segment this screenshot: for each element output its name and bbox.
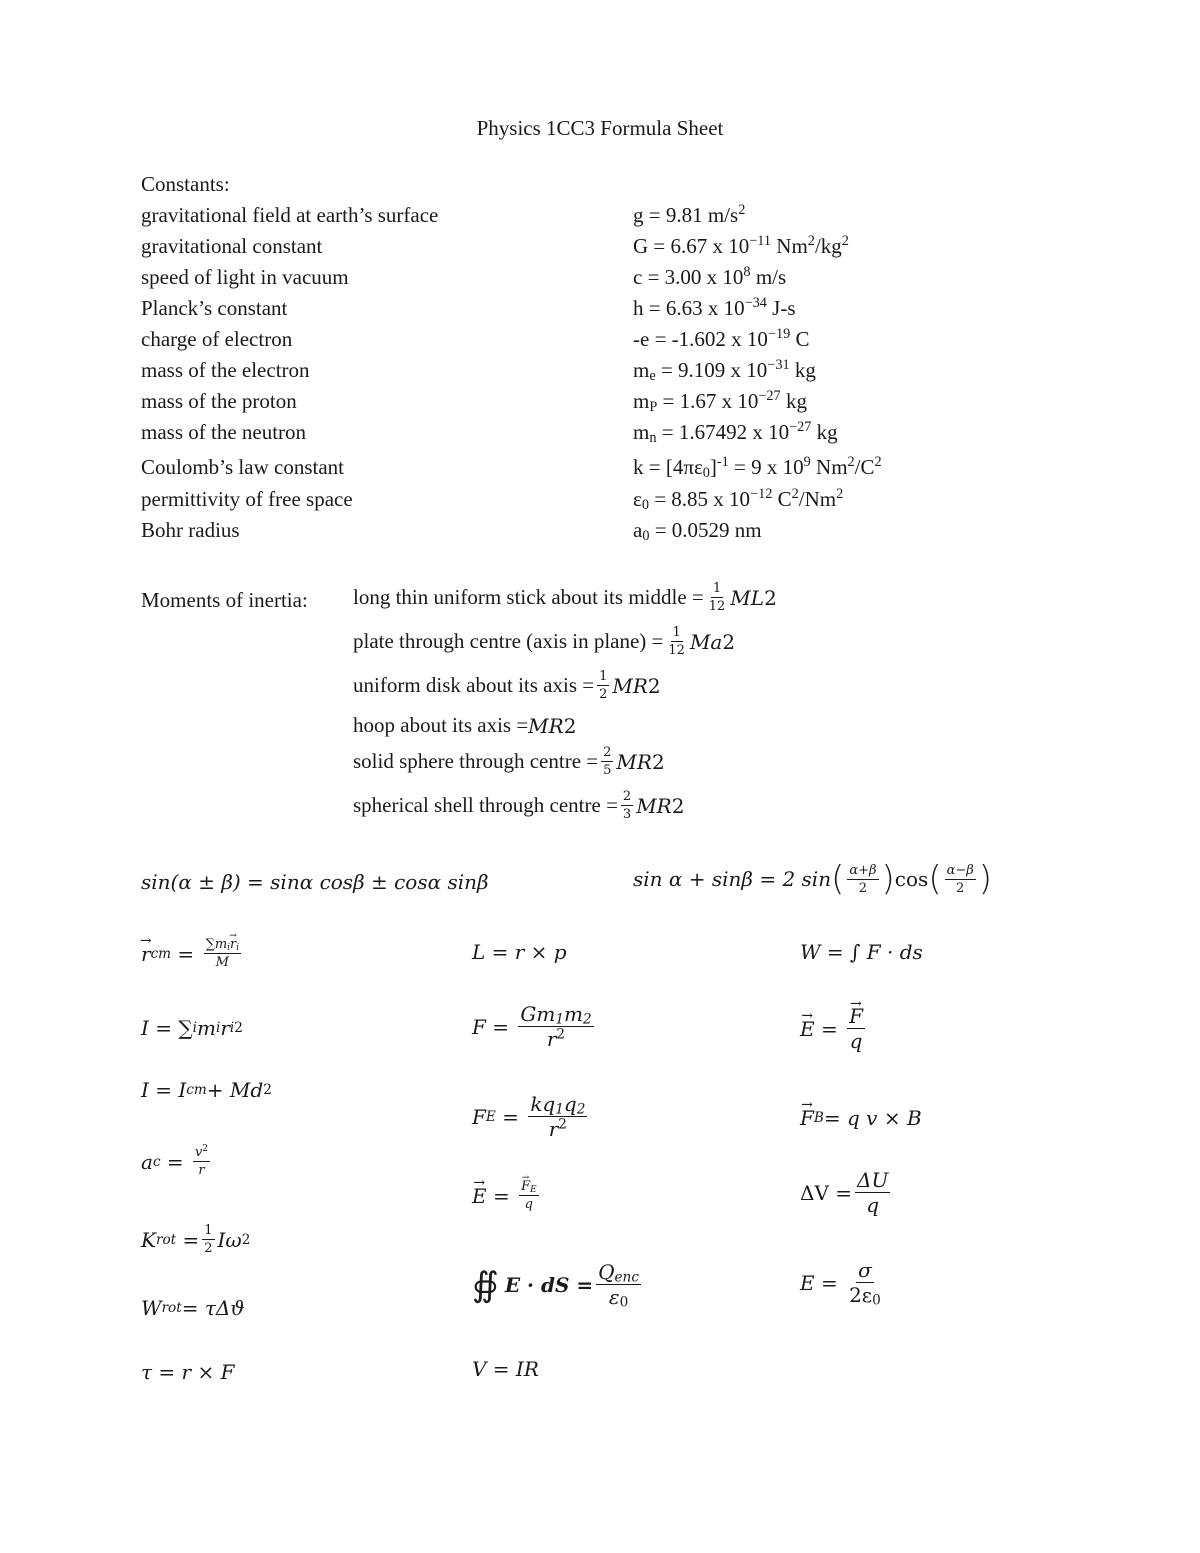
- const-value-a0: $a_0 = 0.0529$ nm: [633, 518, 762, 544]
- formula-gravitation: F = $\frac{Gm_1m_2}{r^2}$: [472, 1002, 592, 1051]
- const-value-g: g = 9.81 $m/s^2$: [633, 202, 746, 227]
- constant-label: Coulomb’s law constant: [141, 455, 344, 479]
- constant-label: speed of light in vacuum: [141, 265, 349, 289]
- constants-heading: Constants:: [141, 172, 230, 196]
- moment-row: uniform disk about its axis = $\frac{1}{2}$ MR 2: [353, 669, 661, 702]
- fraction: $\frac{1}{2}$: [599, 669, 608, 702]
- surface-integral-icon: ∯: [472, 1264, 499, 1305]
- constant-label: charge of electron: [141, 327, 293, 351]
- const-value-h: h = 6.63 x $10^{-34}$ J-s: [633, 295, 796, 320]
- fraction: $\frac{2}{3}$: [622, 789, 632, 822]
- const-value-me: $m_e = 9.109$ x $10^{-31}$ kg: [633, 357, 816, 384]
- const-value-e: -e = -1.602 x $10^{-19}$ C: [633, 326, 810, 351]
- formula-rotational-work: W rot = τΔϑ: [141, 1296, 245, 1320]
- fraction: $\frac{1}{12}$: [708, 581, 726, 614]
- constant-label: mass of the electron: [141, 358, 310, 382]
- formula-angular-momentum: L = r × p: [472, 940, 567, 964]
- formula-electric-field-force: → E = → $\frac{F_E}{q}$: [472, 1180, 542, 1211]
- moments-heading: Moments of inertia:: [141, 588, 308, 612]
- formula-parallel-axis: I = I cm + Md 2: [141, 1078, 272, 1102]
- formula-sin-plus-sin: sin α + sinβ = 2 sin ( $\frac{\alpha+\beta}{2}$ ) cos ( $\frac{\alpha-\beta}{2}$ ): [633, 859, 993, 899]
- moment-row: solid sphere through centre = $\frac{2}{5}$ MR 2: [353, 745, 665, 778]
- formula-potential: ΔV = $\frac{\Delta U}{q}$: [800, 1168, 889, 1217]
- constant-label: mass of the proton: [141, 389, 297, 413]
- const-value-eps0: $\varepsilon_0 = 8.85$ x $10^{-12}$ $C^2/Nm^2$: [633, 486, 844, 513]
- formula-rotational-ke: K rot = $\frac{1}{2}$ Iω 2: [141, 1223, 251, 1256]
- constant-label: permittivity of free space: [141, 487, 353, 511]
- moment-row: long thin uniform stick about its middle = $\frac{1}{12}$ ML 2: [353, 581, 777, 614]
- constant-label: gravitational constant: [141, 234, 323, 258]
- moment-row: spherical shell through centre = $\frac{2}{3}$ MR 2: [353, 789, 685, 822]
- constant-label: mass of the neutron: [141, 420, 307, 444]
- formula-torque: τ = r × F: [141, 1360, 235, 1384]
- fraction: $\frac{1}{12}$: [668, 625, 685, 658]
- formula-coulomb: F E = $\frac{kq_1q_2}{r^2}$: [472, 1092, 586, 1141]
- fraction: $\frac{2}{5}$: [603, 745, 612, 778]
- page-title: Physics 1CC3 Formula Sheet: [476, 116, 724, 140]
- formula-plane-field: E = $\frac{\sigma}{2\varepsilon_0}$: [800, 1258, 881, 1309]
- constant-label: gravitational field at earth’s surface: [141, 203, 439, 227]
- constant-label: Planck’s constant: [141, 296, 288, 320]
- const-value-c: c = 3.00 x $10^8$ m/s: [633, 264, 787, 289]
- const-value-mp: $m_P = 1.67$ x $10^{-27}$ kg: [633, 388, 807, 415]
- formula-electric-field: → E = → $\frac{F}{q}$: [800, 1006, 868, 1051]
- formula-moment-sum: I = ∑ i m i r i 2: [141, 1016, 243, 1040]
- moment-row: hoop about its axis = MR 2: [353, 713, 577, 738]
- constant-label: Bohr radius: [141, 518, 240, 542]
- formula-center-of-mass: → r cm = $\frac{\sum m_i\to r_i}{M}$: [141, 938, 244, 969]
- formula-sin-sum: sin(α ± β) = sinα cosβ ± cosα sinβ: [141, 870, 489, 894]
- formula-work: W = ∫ F · ds: [800, 940, 923, 964]
- const-value-G: G = 6.67 x $10^{-11}$ $Nm^2/kg^2$: [633, 233, 849, 258]
- moment-row: plate through centre (axis in plane) = $\frac{1}{12}$ Ma 2: [353, 625, 736, 658]
- formula-ohms-law: V = IR: [472, 1357, 539, 1381]
- formula-magnetic-force: → F B = q v × B: [800, 1106, 922, 1130]
- const-value-k: $k = [4\pi\varepsilon_0]^{-1} = 9$ x $10^9$ $Nm^2/C^2$: [633, 454, 882, 481]
- const-value-mn: $m_n = 1.67492$ x $10^{-27}$ kg: [633, 419, 838, 446]
- formula-gauss-law: ∯ E · dS = $\frac{Q_{enc}}{\varepsilon_0}$: [472, 1260, 639, 1311]
- formula-centripetal: a c = $\frac{v^2}{r}$: [141, 1144, 209, 1178]
